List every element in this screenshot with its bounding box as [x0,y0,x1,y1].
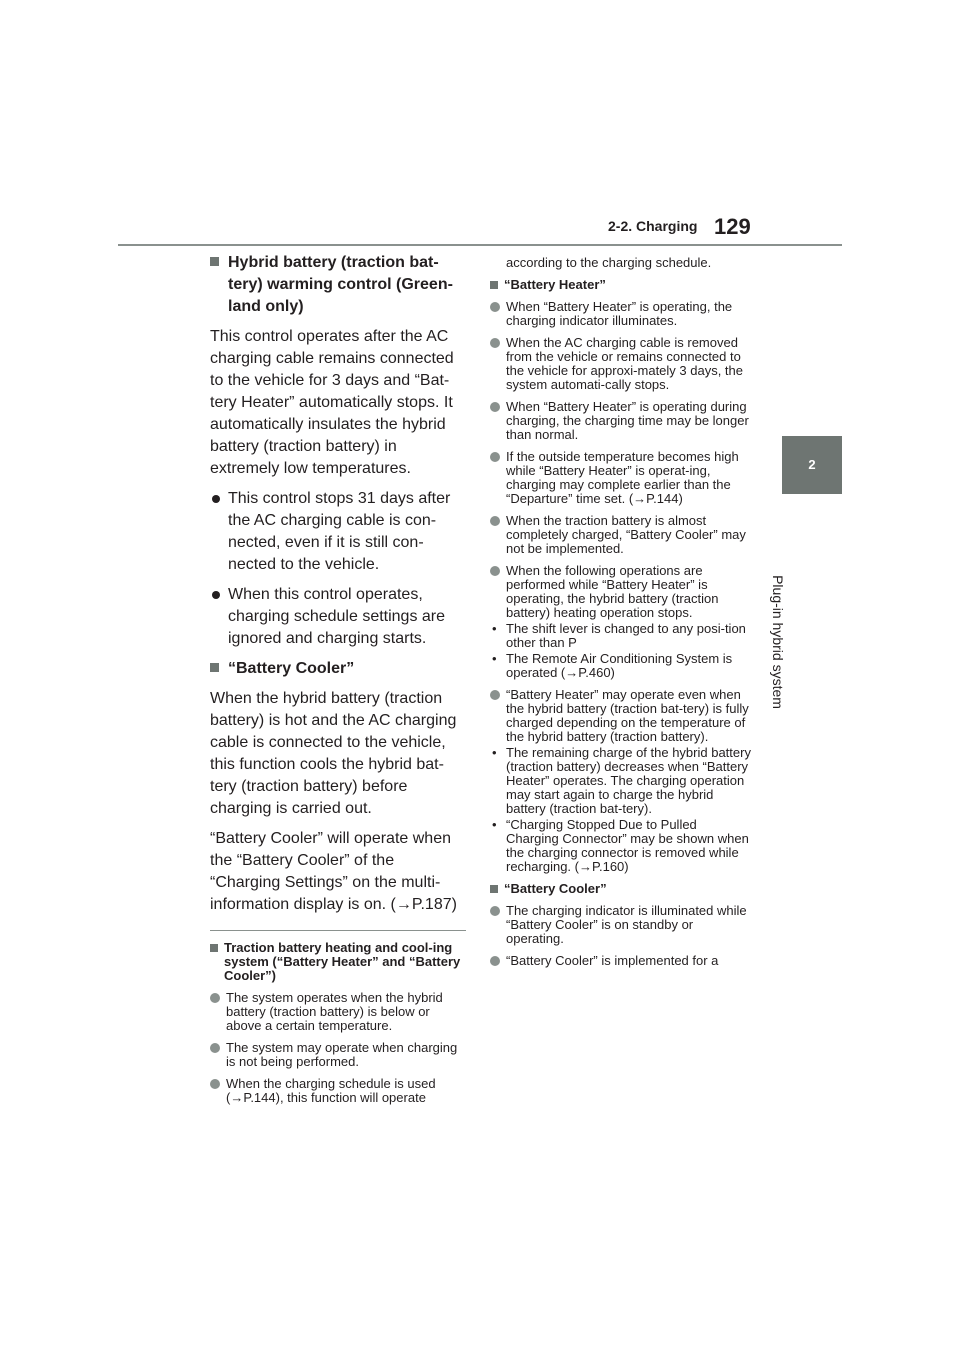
page-number: 129 [714,214,751,239]
note-item: When the traction battery is almost completely charged, “Battery Cooler” may not be implemented. [490,514,752,556]
note-item: When the charging schedule is used (→P.144), this function will operate [210,1077,466,1105]
bullet-dot-icon [212,591,220,599]
section-title: 2-2. Charging [608,218,698,234]
note-item: The charging indicator is illuminated while “Battery Cooler” is on standby or operating. [490,904,752,946]
chapter-tab-label: Plug-in hybrid system [770,575,786,709]
circle-bullet-icon [490,452,500,462]
note-item: When the AC charging cable is removed from the vehicle or remains connected to the vehicle for approxi-mately 3 days, the system automati-cally stops. [490,336,752,392]
circle-bullet-icon [490,302,500,312]
sub-item: • The Remote Air Conditioning System is operated (→P.460) [492,651,733,680]
square-bullet-icon [490,281,498,289]
note-item: The system may operate when charging is not being performed. [210,1041,466,1069]
header-divider [118,244,842,246]
note-item: When “Battery Heater” is operating, the charging indicator illuminates. [490,300,752,328]
bullet-dot-icon [212,495,220,503]
heading-warming-control: Hybrid battery (traction bat-tery) warming control (Green-land only) [210,252,466,318]
circle-bullet-icon [490,402,500,412]
bullet-item: When this control operates, charging schedule settings are ignored and charging starts. [210,584,466,650]
note-item: If the outside temperature becomes high while “Battery Heater” is operat-ing, charging may complete earlier than the “Departure” time set. (→P.144) [490,450,752,506]
square-bullet-icon [210,257,219,266]
circle-bullet-icon [490,516,500,526]
circle-bullet-icon [210,1079,220,1089]
section-divider [210,930,466,931]
circle-bullet-icon [490,338,500,348]
sub-item: • “Charging Stopped Due to Pulled Charging Connector” may be shown when the charging connector is removed while recharging. (→P.160) [492,817,749,874]
sub-bullet-icon: • [492,651,497,666]
square-bullet-icon [490,885,498,893]
square-bullet-icon [210,663,219,672]
sub-bullet-icon: • [492,621,497,636]
circle-bullet-icon [210,1043,220,1053]
sub-bullet-icon: • [492,745,497,760]
heading-heating-cooling-system: Traction battery heating and cool-ing system (“Battery Heater” and “Battery Cooler”) [210,941,466,983]
circle-bullet-icon [490,690,500,700]
heading-battery-cooler-notes: “Battery Cooler” [490,882,752,896]
note-item: When “Battery Heater” is operating during charging, the charging time may be longer than normal. [490,400,752,442]
note-item: “Battery Cooler” is implemented for a [490,954,752,968]
heading-battery-cooler: “Battery Cooler” [210,658,466,680]
circle-bullet-icon [490,956,500,966]
circle-bullet-icon [490,906,500,916]
continued-text: according to the charging schedule. [506,255,712,270]
paragraph: “Battery Cooler” will operate when the “Battery Cooler” of the “Charging Settings” on the multi-information display is on. (→P.187) [210,830,457,913]
paragraph: This control operates after the AC charging cable remains connected to the vehicle for 3 days and “Bat-tery Heater” automatically stops. It automatically insulates the hybrid battery (traction battery) in extremely low temperatures. [210,328,454,477]
sub-item: • The shift lever is changed to any posi-tion other than P [492,621,746,650]
heading-battery-heater: “Battery Heater” [490,278,752,292]
left-column [210,252,466,1113]
right-column [490,256,752,976]
sub-item: • The remaining charge of the hybrid battery (traction battery) decreases when “Battery Heater” operates. The charging operation may start again to charge the hybrid battery (traction bat-tery). [492,745,751,816]
chapter-tab[interactable]: 2 [782,436,842,494]
circle-bullet-icon [490,566,500,576]
circle-bullet-icon [210,993,220,1003]
paragraph: When the hybrid battery (traction battery) is hot and the AC charging cable is connected to the vehicle, this function cools the hybrid bat-tery (traction battery) before charging is carried out. [210,690,457,817]
note-item: “Battery Heater” may operate even when the hybrid battery (traction bat-tery) is fully charged depending on the temperature of the hybrid battery (traction battery). [490,688,752,744]
note-item: When the following operations are performed while “Battery Heater” is operating, the hybrid battery (traction battery) heating operation stops. [490,564,752,620]
note-item: The system operates when the hybrid battery (traction battery) is below or above a certain temperature. [210,991,466,1033]
square-bullet-icon [210,944,218,952]
sub-bullet-icon: • [492,817,497,832]
bullet-item: This control stops 31 days after the AC charging cable is con-nected, even if it is still con-nected to the vehicle. [210,488,466,576]
